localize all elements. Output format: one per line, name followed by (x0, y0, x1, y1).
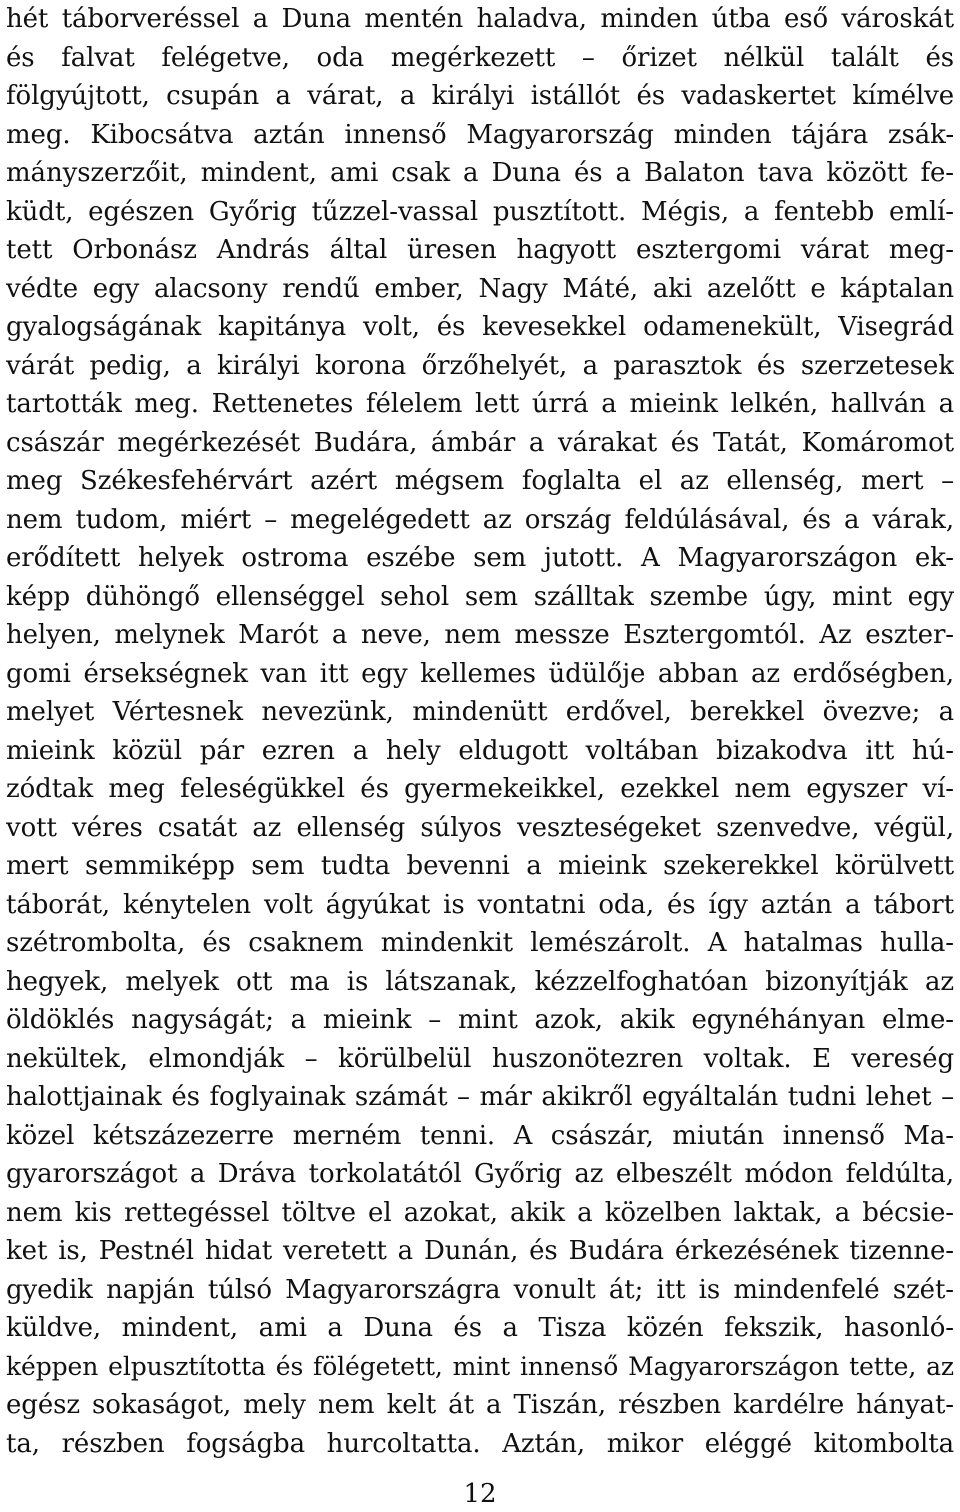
text-line: képpen elpusztította és fölégetett, mint innenső Magyarországon tette, az (6, 1351, 954, 1381)
text-line: mieink közül pár ezren a hely eldugott voltában bizakodva itt hú- (6, 735, 954, 766)
text-line: szétrombolta, és csaknem mindenkit lemészárolt. A hatalmas hulla- (6, 928, 954, 958)
text-line: mányszerzőit, mindent, ami csak a Duna és a Balaton tava között fe- (6, 158, 954, 188)
text-line: melyet Vértesnek nevezünk, mindenütt erdővel, berekkel övezve; a (6, 697, 954, 727)
text-line: és falvat felégetve, oda megérkezett – őrizet nélkül talált és (6, 42, 954, 73)
text-line: táborát, kénytelen volt ágyúkat is vontatni oda, és így aztán a tábort (6, 889, 954, 920)
text-line: nem tudom, miért – megelégedett az ország feldúlásával, és a várak, (6, 504, 954, 535)
text-line: gyalogságának kapitánya volt, és kevesekkel odamenekült, Visegrád (6, 312, 954, 342)
text-line: egész sokaságot, mely nem kelt át a Tiszán, részben kardélre hányat- (6, 1390, 954, 1420)
text-line: várát pedig, a királyi korona őrzőhelyét, a parasztok és szerzetesek (6, 350, 954, 381)
text-line: küdt, egészen Győrig tűzzel-vassal pusztított. Mégis, a fentebb emlí- (6, 196, 954, 227)
text-line: tett Orbonász András által üresen hagyott esztergomi várat meg- (6, 235, 954, 265)
text-line: hegyek, melyek ott ma is látszanak, kézzelfoghatóan bizonyítják az (6, 966, 954, 997)
text-line: meg Székesfehérvárt azért mégsem foglalta el az ellenség, mert – (6, 466, 954, 496)
text-line: nem kis rettegéssel töltve el azokat, akik a közelben laktak, a bécsie- (6, 1197, 954, 1228)
text-line: gyedik napján túlsó Magyarországra vonult át; itt is mindenfelé szét- (6, 1274, 954, 1305)
text-line: erődített helyek ostroma eszébe sem jutott. A Magyarországon ek- (6, 543, 954, 573)
text-line: zódtak meg feleségükkel és gyermekeikkel, ezekkel nem egyszer ví- (6, 774, 954, 804)
text-line: gyarországot a Dráva torkolatától Győrig az elbeszélt módon feldúlta, (6, 1159, 954, 1189)
text-line: képp dühöngő ellenséggel sehol sem szálltak szembe úgy, mint egy (6, 581, 954, 612)
text-line: mert semmiképp sem tudta bevenni a mieink szekerekkel körülvett (6, 851, 954, 881)
text-line: öldöklés nagyságát; a mieink – mint azok, akik egynéhányan elme- (6, 1005, 954, 1035)
text-line: ket is, Pestnél hidat veretett a Dunán, és Budára érkezésének tizenne- (6, 1236, 954, 1266)
text-line: gomi érsekségnek van itt egy kellemes üdülője abban az erdőségben, (6, 658, 954, 689)
text-line: védte egy alacsony rendű ember, Nagy Máté, aki azelőtt e káptalan (6, 273, 954, 304)
text-line: tartották meg. Rettenetes félelem lett úrrá a mieink lelkén, hallván a (6, 389, 954, 419)
text-line: közel kétszázezerre merném tenni. A császár, miután innenső Ma- (6, 1120, 954, 1151)
body-text (6, 0, 954, 1463)
text-line: császár megérkezését Budára, ámbár a várakat és Tatát, Komáromot (6, 427, 954, 458)
text-line: vott véres csatát az ellenség súlyos veszteségeket szenvedve, végül, (6, 812, 954, 843)
text-line: meg. Kibocsátva aztán innenső Magyarország minden tájára zsák- (6, 119, 954, 150)
text-line: halottjainak és foglyainak számát – már akikről egyáltalán tudni lehet – (6, 1082, 954, 1112)
text-line: ta, részben fogságba hurcoltatta. Aztán, mikor eléggé kitombolta (6, 1428, 954, 1459)
text-line: küldve, mindent, ami a Duna és a Tisza közén fekszik, hasonló- (6, 1313, 954, 1343)
page-number: 12 (463, 1479, 497, 1509)
text-line: fölgyújtott, csupán a várat, a királyi istállót és vadaskertet kímélve (6, 81, 954, 111)
text-line: hét táborveréssel a Duna mentén haladva, minden útba eső városkát (6, 4, 954, 34)
text-line: nekültek, elmondják – körülbelül huszonötezren voltak. E vereség (6, 1043, 954, 1074)
text-line: helyen, melynek Marót a neve, nem messze Esztergomtól. Az eszter- (6, 620, 954, 650)
